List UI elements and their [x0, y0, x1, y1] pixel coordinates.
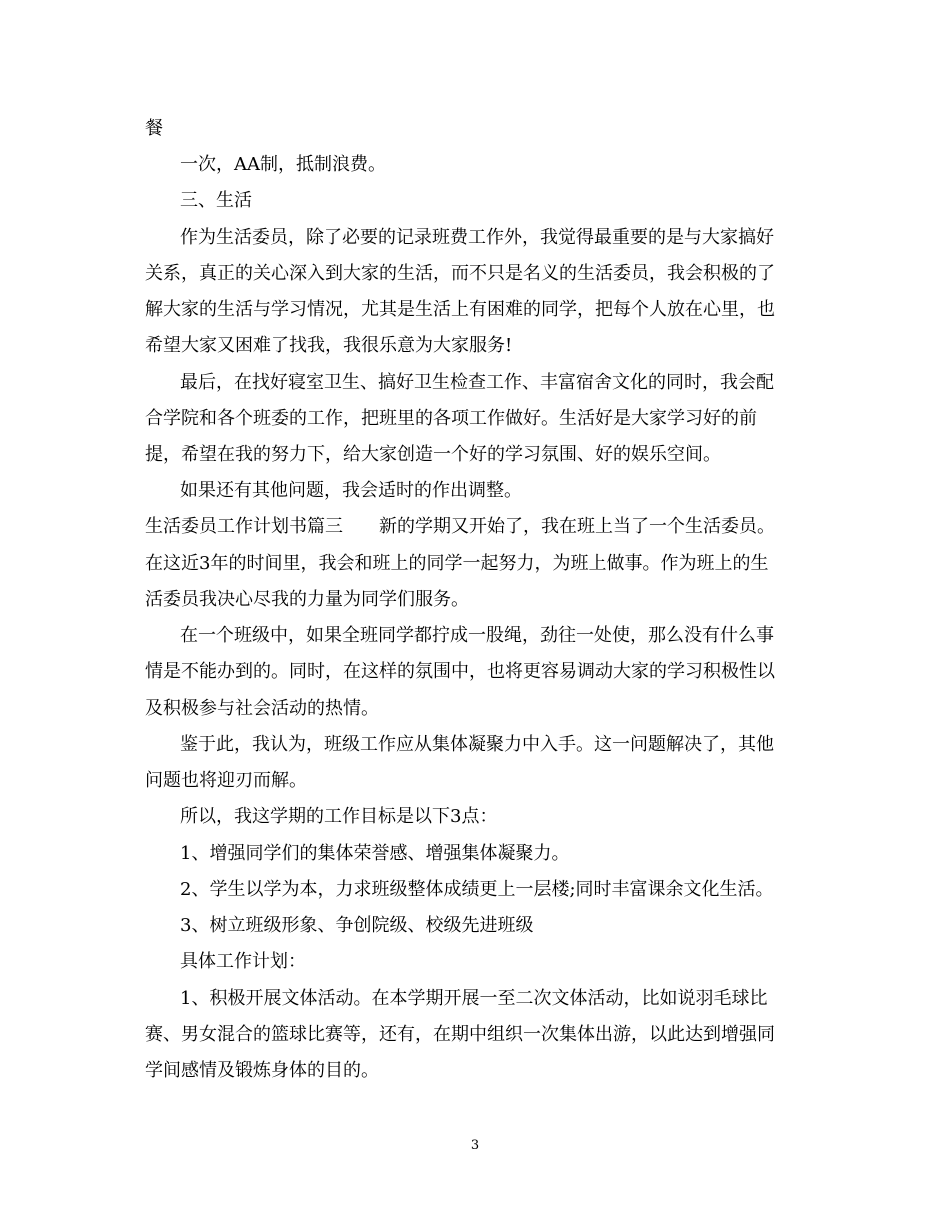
text-line: 情是不能办到的。同时，在这样的氛围中，也将更容易调动大家的学习积极性以 — [145, 661, 775, 682]
text-line: 所以，我这学期的工作目标是以下3点： — [180, 806, 498, 827]
list-item: 3、树立班级形象、争创院级、校级先进班级 — [180, 915, 534, 936]
text-line: 提，希望在我的努力下，给大家创造一个好的学习氛围、好的娱乐空间。 — [145, 444, 721, 465]
text-line: 及积极参与社会活动的热情。 — [145, 698, 379, 719]
text-line: 关系，真正的关心深入到大家的生活，而不只是名义的生活委员，我会积极的了 — [145, 263, 775, 284]
page-number: 3 — [470, 1138, 480, 1153]
text-line: 在这近3年的时间里，我会和班上的同学一起努力，为班上做事。作为班上的生 — [145, 553, 769, 574]
text-line: 问题也将迎刃而解。 — [145, 770, 307, 791]
list-item: 2、学生以学为本，力求班级整体成绩更上一层楼;同时丰富课余文化生活。 — [180, 879, 774, 900]
text-line: 一次，AA制，抵制浪费。 — [180, 154, 386, 175]
section-heading: 三、生活 — [180, 190, 252, 211]
text-line: 最后，在找好寝室卫生、搞好卫生检查工作、丰富宿舍文化的同时，我会配 — [180, 372, 774, 393]
text-line: 鉴于此，我认为，班级工作应从集体凝聚力中入手。这一问题解决了，其他 — [180, 734, 774, 755]
text-line: 解大家的生活与学习情况，尤其是生活上有困难的同学，把每个人放在心里，也 — [145, 299, 775, 320]
text-line: 希望大家又困难了找我，我很乐意为大家服务! — [145, 335, 513, 356]
text-line: 如果还有其他问题，我会适时的作出调整。 — [180, 480, 522, 501]
text-line: 作为生活委员，除了必要的记录班费工作外，我觉得最重要的是与大家搞好 — [180, 227, 774, 248]
text-line: 具体工作计划： — [180, 951, 306, 972]
text-line: 餐 — [145, 118, 163, 139]
text-line: 赛、男女混合的篮球比赛等，还有，在期中组织一次集体出游，以此达到增强同 — [145, 1024, 775, 1045]
text-line: 合学院和各个班委的工作，把班里的各项工作做好。生活好是大家学习好的前 — [145, 408, 757, 429]
text-line: 学间感情及锻炼身体的目的。 — [145, 1060, 379, 1081]
text-line: 活委员我决心尽我的力量为同学们服务。 — [145, 589, 469, 610]
text-line: 在一个班级中，如果全班同学都拧成一股绳，劲往一处使，那么没有什么事 — [180, 625, 774, 646]
text-line: 1、积极开展文体活动。在本学期开展一至二次文体活动，比如说羽毛球比 — [180, 988, 768, 1009]
text-line: 生活委员工作计划书篇三 新的学期又开始了，我在班上当了一个生活委员。 — [145, 516, 775, 537]
list-item: 1、增强同学们的集体荣誉感、增强集体凝聚力。 — [180, 843, 570, 864]
